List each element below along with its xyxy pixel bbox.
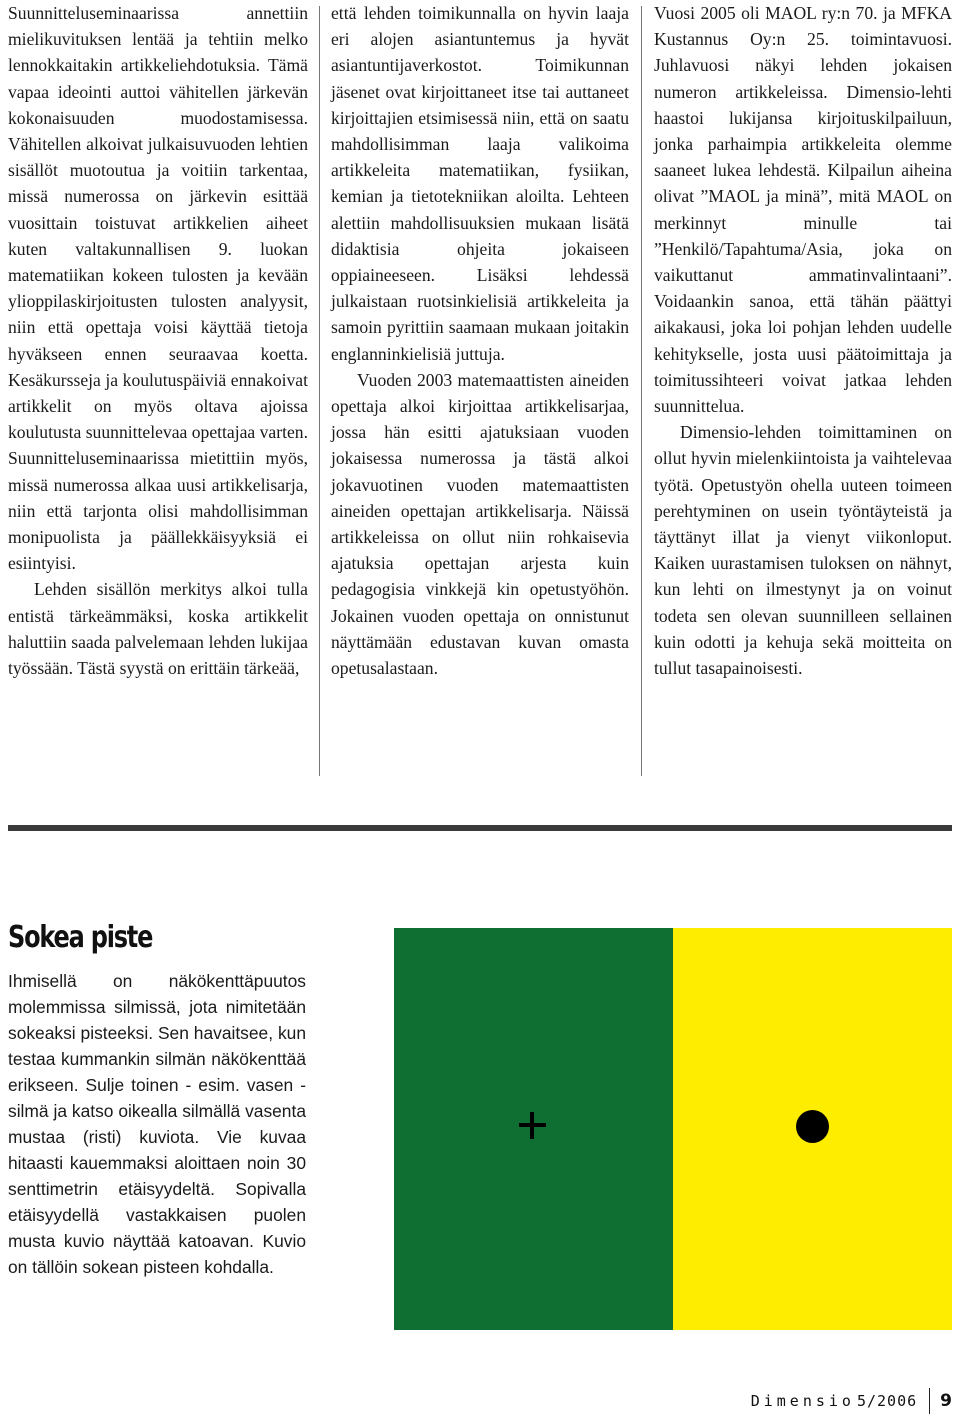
box-text: Ihmisellä on näkökenttäpuutos molemmissa silmissä, jota nimitetään sokeaksi pisteeksi. Sen havaitsee, kun testaa kummankin silmän näkökenttää erikseen. Sulje toinen - esim. vasen - silmä ja katso oikealla silmällä vasenta mustaa (risti) kuviota. Vie kuvaa hitaasti kauemmaksi aloittaen noin 30 senttimetrin etäisyydeltä. Sopivalla etäisyydellä vastakkaisen puolen musta kuvio näyttää katoavan. Kuvio on tällöin sokean pisteen kohdalla. — [8, 971, 306, 1277]
yellow-panel — [673, 928, 952, 1330]
article-column-2 — [331, 0, 629, 681]
paragraph: Dimensio-lehden toimittaminen on ollut hyvin mielenkiintoista ja vaihtelevaa työtä. Opetustyön ohella uuteen toimeen perehtyminen on usein työntäyteistä ja täyttänyt illat ja vienyt viikonloput. Kaiken uurastamisen tuloksen on nähnyt, kun lehti on ilmestynyt ja on voinut todeta sen olevan suunnilleen sellainen kuin odotti ja kehuja sekä moitteita on tullut tasapainoisesti. — [654, 422, 952, 679]
column-rule — [319, 6, 320, 776]
issue-number: 5/2006 — [856, 1392, 918, 1410]
article-column-1 — [8, 0, 308, 681]
magazine-name: Dimensio — [750, 1392, 855, 1410]
paragraph: Suunnitteluseminaarissa annettiin mielikuvituksen lentää ja tehtiin melko lennokkaitakin artikkeliehdotuksia. Tämä vapaa ideointi auttoi vähitellen järkevän kokonaisuuden muodostamisessa. Vähitellen alkoivat julkaisuvuoden lehtien sisällöt muotoutua ja voitiin tarkentaa, missä numerossa on järkevin esittää vuosittain toistuvat artikkelien aiheet kuten valtakunnallisen 9. luokan matematiikan kokeen tulosten ja kevään ylioppilaskirjoitusten tulosten analyysit, niin että opettaja voisi käyttää tietoja hyväkseen ennen seuraavaa koetta. Kesäkursseja ja koulutuspäiviä ennakoivat artikkelit on myös oltava ajoissa koulutusta suunnittelevaa opettajaa varten. Suunnitteluseminaarissa mietittiin myös, missä numerossa alkaa uusi artikkelisarja, niin että tarjonta olisi mahdollisimman monipuolista ja päällekkäisyyksiä ei esiintyisi. — [8, 3, 308, 574]
green-panel — [394, 928, 673, 1330]
paragraph: Vuoden 2003 matemaattisten aineiden opettaja alkoi kirjoittaa artikkelisarjaa, jossa hän esitti ajatuksiaan vuoden jokaisessa numerossa ja tästä alkoi jokavuotinen vuoden matemaattisten aineiden opettajan artikkelisarja. Näissä artikkeleissa on ollut niin rohkaisevia ajatuksia opettajan arjesta kuin pedagogisia vinkkejä kin opetustyöhön. Jokainen vuoden opettaja on onnistunut näyttämään edustavan kuvan omasta opetusalastaan. — [331, 369, 629, 679]
column-rule — [641, 6, 642, 776]
page-number: 9 — [940, 1391, 952, 1411]
section-divider — [8, 825, 952, 831]
box-title: Sokea piste — [8, 920, 153, 955]
paragraph: Vuosi 2005 oli MAOL ry:n 70. ja MFKA Kustannus Oy:n 25. toimintavuosi. Juhlavuosi näkyi lehden jokaisen numeron artikkeleissa. Dimensio-lehti haastoi lukijansa kirjoituskilpailuun, jonka parhaimpia artikkeleita olemme saaneet lukea lehdestä. Kilpailun aiheina olivat ”MAOL ja minä”, mitä MAOL on merkinnyt minulle tai ”Henkilö/Tapahtuma/Asia, joka on vaikuttanut ammatinvalintaani”. Voidaankin sanoa, että tähän päättyi aikakausi, joka loi pohjan lehden uudelle kehitykselle, josta uusi päätoimittaja ja toimitussihteeri voivat jatkaa lehden suunnittelua. — [654, 3, 952, 417]
footer-separator — [929, 1388, 930, 1414]
page-footer — [751, 1388, 952, 1414]
paragraph: Lehden sisällön merkitys alkoi tulla entistä tärkeämmäksi, koska artikkelit haluttiin saada palvelemaan lehden lukijaa työssään. Tästä syystä on erittäin tärkeää, — [8, 579, 308, 679]
blind-spot-test-figure — [394, 928, 952, 1330]
dot-icon — [796, 1110, 829, 1143]
article-column-3 — [654, 0, 952, 681]
cross-icon — [519, 1112, 546, 1139]
paragraph: että lehden toimikunnalla on hyvin laaja eri alojen asiantuntemus ja hyvät asiantuntijaverkostot. Toimikunnan jäsenet ovat kirjoittaneet itse tai auttaneet kirjoittajien etsimisessä niin, että on saatu mahdollisimman laaja valikoima artikkeleita matematiikan, fysiikan, kemian ja tietotekniikan aloilta. Lehteen alettiin mahdollisuuksien mukaan lisätä didaktisia ohjeita jokaiseen oppiaineeseen. Lisäksi lehdessä julkaistaan ruotsinkielisiä artikkeleita ja samoin pyrittiin saamaan mukaan joitakin englanninkielisiä juttuja. — [331, 3, 629, 364]
